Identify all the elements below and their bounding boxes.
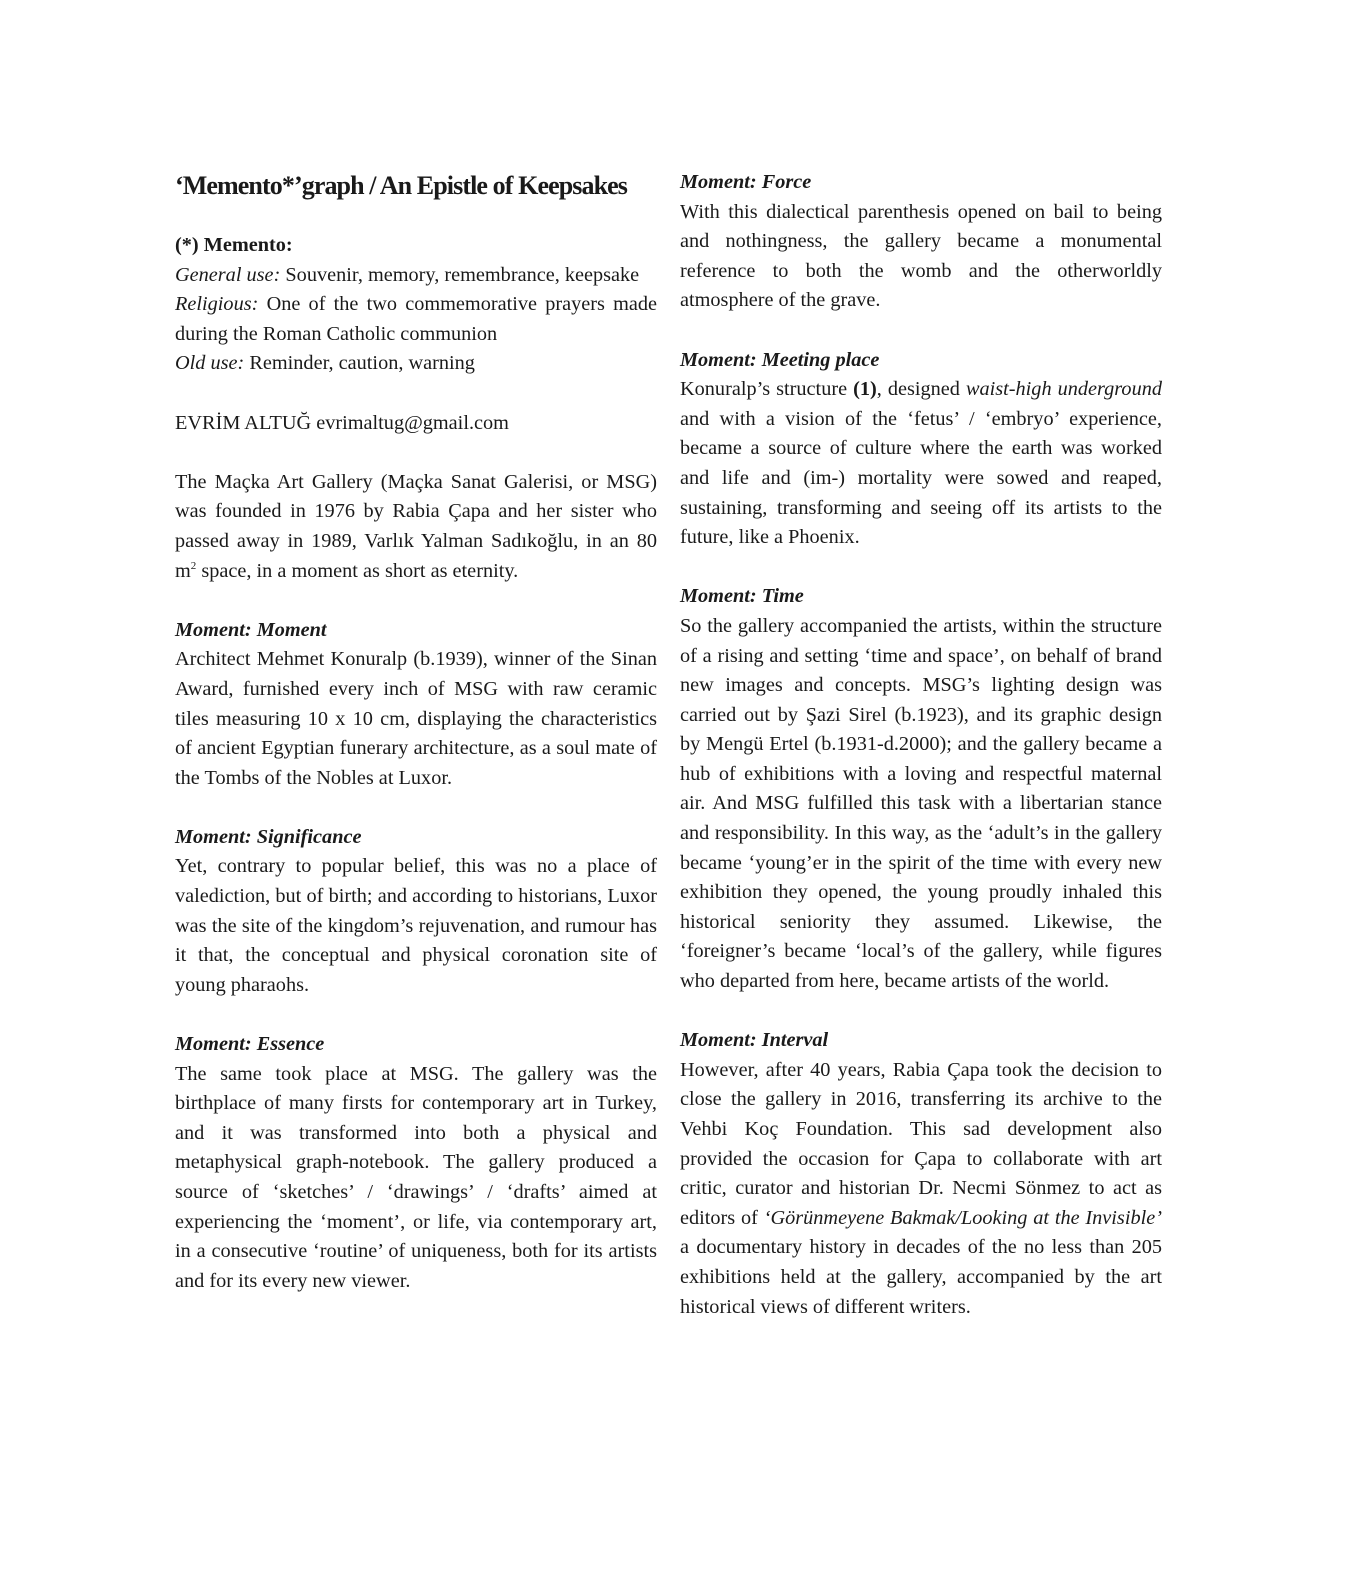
section-heading-meeting-place: Moment: Meeting place (680, 348, 880, 371)
section-heading-time: Moment: Time (680, 585, 804, 608)
section-text-essence: The same took place at MSG. The gallery was the birthplace of many firsts for contemporary art in Turkey, and it was transformed into both a physical and metaphysical graph-notebook. The gallery produced a source of ‘sketches’ / ‘drawings’ / ‘drafts’ aimed at experiencing the ‘moment’, or life, via contemporary art, in a consecutive ‘routine’ of uniqueness, both for its artists and for its every new viewer. (175, 1062, 657, 1292)
meeting-text-2: , designed (876, 378, 966, 401)
section-text-time: So the gallery accompanied the artists, within the structure of a rising and setting ‘time and space’, on behalf of brand new images and concepts. MSG’s lighting design was carried out by Şazi Sirel (b.1923), and its graphic design by Mengü Ertel (b.1931-d.2000); and the gallery became a hub of exhibitions with a loving and respectful maternal air. And MSG fulfilled this task with a libertarian stance and responsibility. In this way, as the ‘adult’s in the gallery became ‘young’er in the spirit of the time with every new exhibition they opened, the young proudly inhaled this historical seniority they assumed. Likewise, the ‘foreigner’s became ‘local’s of the gallery, while figures who departed from here, became artists of the world. (680, 614, 1162, 993)
intro-paragraph (175, 468, 657, 586)
section-heading-significance: Moment: Significance (175, 825, 362, 848)
section-text-interval (680, 1056, 1162, 1322)
meeting-text-1: Konuralp’s structure (680, 378, 854, 401)
intro-superscript: 2 (190, 559, 197, 572)
meeting-text-3: and with a vision of the ‘fetus’ / ‘embryo’ experience, became a source of culture where the earth was worked and life and (im-) mortality were sowed and reaped, sustaining, transforming and seeing off its artists to the future, like a Phoenix. (680, 407, 1162, 549)
definition-general-use (175, 261, 657, 291)
section-heading-essence: Moment: Essence (175, 1033, 325, 1056)
intro-text-1: The Maçka Art Gallery (Maçka Sanat Galerisi, or MSG) was founded in 1976 by Rabia Çapa and her sister who passed away in 1989, Varlık Yalman Sadıkoğlu, in an 80 m (175, 470, 657, 582)
definition-term: General use: (175, 263, 281, 286)
section-text-significance: Yet, contrary to popular belief, this was no a place of valediction, but of birth; and according to historians, Luxor was the site of the kingdom’s rejuvenation, and rumour has it that, the conceptual and physical coronation site of young pharaohs. (175, 855, 657, 996)
author-line: EVRİM ALTUĞ evrimaltug@gmail.com (175, 411, 509, 434)
interval-text-1: However, after 40 years, Rabia Çapa took the decision to close the gallery in 2016, transferring its archive to the Vehbi Koç Foundation. This sad development also provided the occasion for Çapa to collaborate with art critic, curator and historian Dr. Necmi Sönmez to act as editors of (680, 1058, 1162, 1229)
article-title: ‘Memento*’graph / An Epistle of Keepsakes (175, 171, 628, 200)
meeting-italic-phrase: waist-high underground (965, 378, 1162, 401)
section-text-force: With this dialectical parenthesis opened on bail to being and nothingness, the gallery became a monumental reference to both the womb and the otherworldly atmosphere of the grave. (680, 200, 1162, 312)
definition-text: One of the two commemorative prayers made during the Roman Catholic communion (175, 293, 657, 345)
section-heading-interval: Moment: Interval (680, 1029, 829, 1052)
section-text-meeting-place (680, 375, 1162, 553)
definition-heading: (*) Memento: (175, 234, 293, 256)
right-column (680, 168, 1162, 1322)
definition-text: Souvenir, memory, remembrance, keepsake (280, 263, 640, 286)
section-heading-force: Moment: Force (680, 171, 812, 193)
definition-religious (175, 290, 657, 349)
left-column (175, 170, 657, 1296)
section-heading-moment: Moment: Moment (175, 618, 327, 641)
book-title: ‘Görünmeyene Bakmak/Looking at the Invisible’ (763, 1206, 1162, 1229)
definition-term: Old use: (175, 352, 245, 375)
intro-text-2: space, in a moment as short as eternity. (196, 559, 519, 582)
definition-text: Reminder, caution, warning (244, 352, 475, 375)
definition-term: Religious: (175, 293, 259, 316)
definition-block (175, 231, 657, 379)
reference-marker: (1) (853, 378, 877, 401)
section-text-moment: Architect Mehmet Konuralp (b.1939), winner of the Sinan Award, furnished every inch of MSG with raw ceramic tiles measuring 10 x 10 cm, displaying the characteristics of ancient Egyptian funerary architecture, as a soul mate of the Tombs of the Nobles at Luxor. (175, 648, 657, 789)
interval-text-2: a documentary history in decades of the no less than 205 exhibitions held at the gallery, accompanied by the art historical views of different writers. (680, 1236, 1162, 1318)
definition-old-use (175, 349, 657, 379)
